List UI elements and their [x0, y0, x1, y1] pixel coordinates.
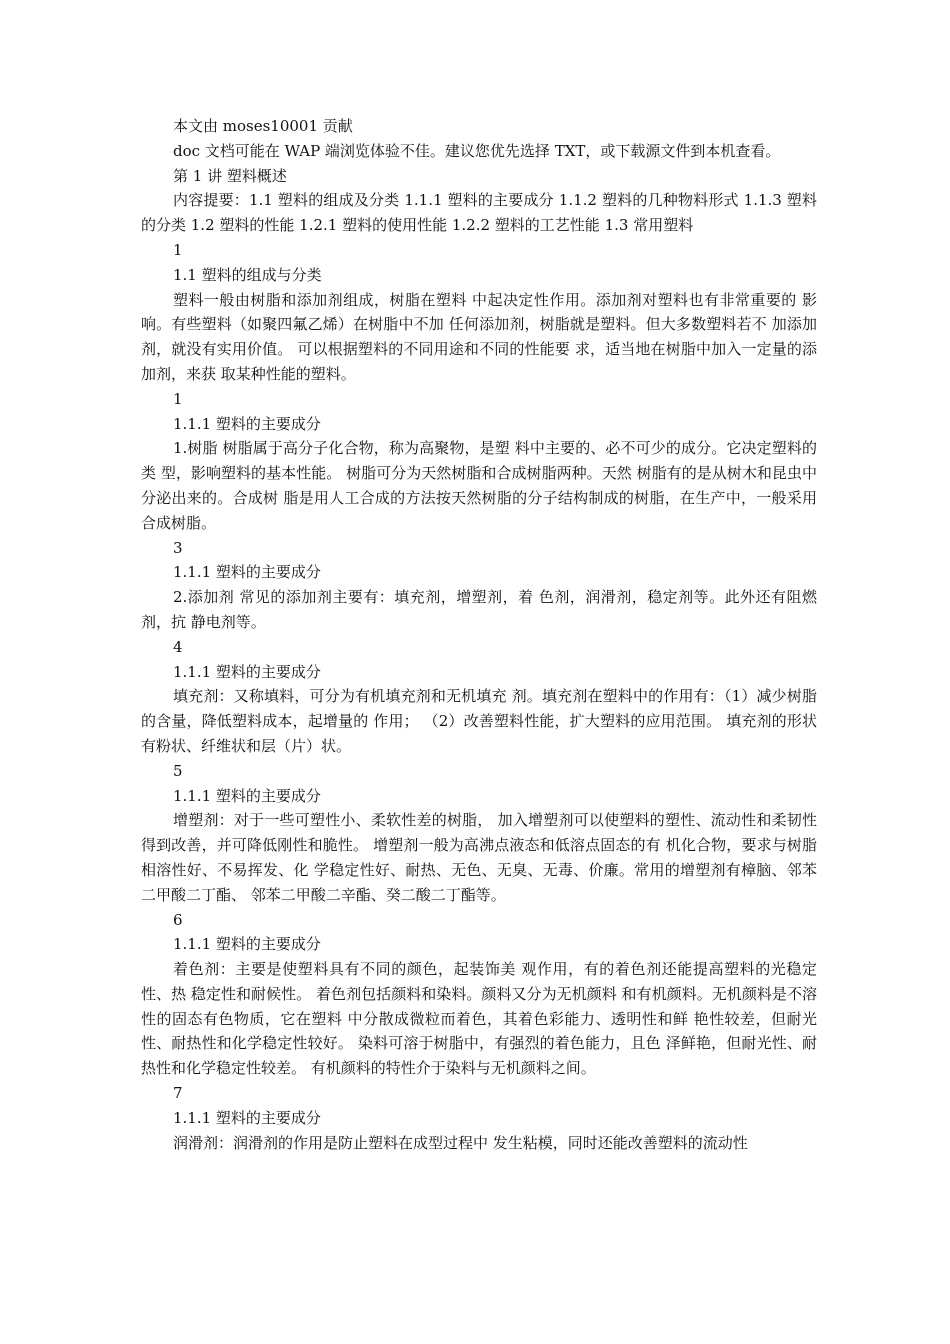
- section-paragraph: 塑料一般由树脂和添加剂组成，树脂在塑料 中起决定性作用。添加剂对塑料也有非常重要的 影响。有些塑料（如聚四氟乙烯）在树脂中不加 任何添加剂，树脂就是塑料。但大多数塑料若不 加添加剂，就没有实用价值。 可以根据塑料的不同用途和不同的性能要 求，适当地在树脂中加入一定量的添加剂，来获 取某种性能的塑料。: [141, 290, 817, 383]
- document-body: [141, 114, 817, 1155]
- section-paragraph: 2.添加剂 常见的添加剂主要有：填充剂，增塑剂，着 色剂，润滑剂，稳定剂等。此外还有阻燃剂，抗 静电剂等。: [141, 588, 817, 631]
- page-number: 1: [173, 240, 183, 259]
- section-paragraph: 着色剂：主要是使塑料具有不同的颜色，起装饰美 观作用，有的着色剂还能提高塑料的光稳定性、热 稳定性和耐候性。 着色剂包括颜料和染料。颜料又分为无机颜料 和有机颜料。无机颜料是不溶性的固态有色物质，它在塑料 中分散成微粒而着色，其着色彩能力、透明性和鲜 艳性较差，但耐光性、耐热性和化学稳定性较好。 染料可溶于树脂中，有强烈的着色能力，且色 泽鲜艳，但耐光性、耐热性和化学稳定性较差。 有机颜料的特性介于染料与无机颜料之间。: [141, 960, 817, 1078]
- page-number: 5: [173, 761, 183, 780]
- section-paragraph: 润滑剂：润滑剂的作用是防止塑料在成型过程中 发生粘模，同时还能改善塑料的流动性: [173, 1133, 748, 1152]
- wap-notice: doc 文档可能在 WAP 端浏览体验不佳。建议您优先选择 TXT，或下载源文件到本机查看。: [173, 141, 781, 160]
- page-number: 7: [173, 1084, 183, 1103]
- section-heading: 1.1 塑料的组成与分类: [173, 265, 322, 284]
- lecture-title: 第 1 讲 塑料概述: [173, 166, 287, 185]
- section-heading: 1.1.1 塑料的主要成分: [173, 786, 321, 805]
- page-number: 4: [173, 637, 183, 656]
- page-number: 1: [173, 389, 183, 408]
- section-paragraph: 增塑剂：对于一些可塑性小、柔软性差的树脂， 加入增塑剂可以使塑料的塑性、流动性和柔韧性 得到改善，并可降低刚性和脆性。 增塑剂一般为高沸点液态和低溶点固态的有 机化合物，要求与树脂相溶性好、不易挥发、化 学稳定性好、耐热、无色、无臭、无毒、价廉。常用的增塑剂有樟脑、邻苯二甲酸二丁酯、 邻苯二甲酸二辛酯、癸二酸二丁酯等。: [141, 811, 817, 904]
- section-heading: 1.1.1 塑料的主要成分: [173, 935, 321, 954]
- section-paragraph: 1.树脂 树脂属于高分子化合物，称为高聚物，是塑 料中主要的、必不可少的成分。它决定塑料的类 型，影响塑料的基本性能。 树脂可分为天然树脂和合成树脂两种。天然 树脂有的是从树木和昆虫中分泌出来的。合成树 脂是用人工合成的方法按天然树脂的分子结构制成的树脂，在生产中，一般采用合成树脂。: [141, 439, 817, 532]
- section-heading: 1.1.1 塑料的主要成分: [173, 414, 321, 433]
- section-heading: 1.1.1 塑料的主要成分: [173, 563, 321, 582]
- summary-paragraph: 内容提要：1.1 塑料的组成及分类 1.1.1 塑料的主要成分 1.1.2 塑料的几种物料形式 1.1.3 塑料的分类 1.2 塑料的性能 1.2.1 塑料的使用性能 1.2.2 塑料的工艺性能 1.3 常用塑料: [141, 191, 817, 235]
- page-number: 3: [173, 538, 183, 557]
- section-heading: 1.1.1 塑料的主要成分: [173, 662, 321, 681]
- contributor-line: 本文由 moses10001 贡献: [173, 117, 353, 135]
- section-heading: 1.1.1 塑料的主要成分: [173, 1108, 321, 1127]
- page-number: 6: [173, 910, 183, 929]
- section-paragraph: 填充剂：又称填料，可分为有机填充剂和无机填充 剂。填充剂在塑料中的作用有：（1）减少树脂的含量，降低塑料成本，起增量的 作用； （2）改善塑料性能，扩大塑料的应用范围。 填充剂的形状有粉状、纤维状和层（片）状。: [141, 687, 817, 755]
